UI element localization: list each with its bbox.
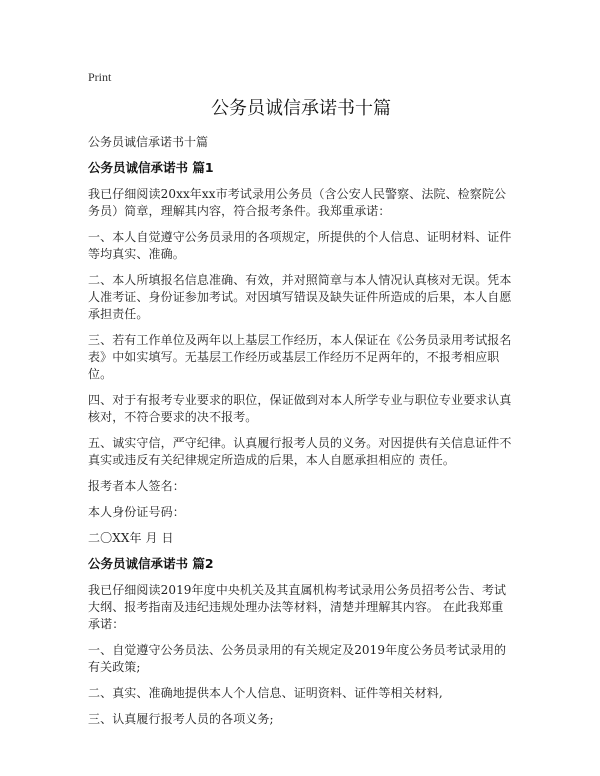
document-title: 公务员诚信承诺书十篇 <box>211 98 391 119</box>
section-heading: 公务员诚信承诺书 篇2 <box>88 556 214 571</box>
print-label: Print <box>88 70 112 84</box>
paragraph-clause-2: 二、本人所填报名信息准确、有效，并对照简章与本人情况认真核对无误。凭本人准考证、身份证参加考试。对因填写错误及缺失证件所造成的后果，本人自愿承担责任。 <box>88 273 512 321</box>
section-2 <box>88 556 514 728</box>
paragraph-intro: 我已仔细阅读2019年度中央机关及其直属机构考试录用公务员招考公告、考试大纲、报考指南及违纪违规处理办法等材料，清楚并理解其内容。 在此我郑重承诺： <box>88 583 507 631</box>
paragraph-intro: 我已仔细阅读20xx年xx市考试录用公务员（含公安人民警察、法院、检察院公务员）简章，理解其内容，符合报考条件。我郑重承诺： <box>88 187 507 218</box>
date-line: 二〇XX年 月 日 <box>88 531 174 545</box>
id-number-line: 本人身份证号码： <box>88 505 185 519</box>
paragraph-clause-3: 三、认真履行报考人员的各项义务; <box>88 712 274 726</box>
paragraph-clause-2: 二、真实、准确地提供本人个人信息、证明资料、证件等相关材料, <box>88 686 443 700</box>
paragraph-clause-1: 一、本人自觉遵守公务员录用的各项规定，所提供的个人信息、证明材料、证件等均真实、准确。 <box>88 230 512 261</box>
paragraph-clause-1: 一、自觉遵守公务员法、公务员录用的有关规定及2019年度公务员考试录用的有关政策; <box>88 643 507 674</box>
section-1 <box>88 160 514 547</box>
section-heading: 公务员诚信承诺书 篇1 <box>88 160 214 175</box>
signature-line: 报考者本人签名： <box>88 479 185 493</box>
paragraph-clause-4: 四、对于有报考专业要求的职位，保证做到对本人所学专业与职位专业要求认真核对，不符合要求的决不报考。 <box>88 393 512 424</box>
paragraph-clause-3: 三、若有工作单位及两年以上基层工作经历，本人保证在《公务员录用考试报名表》中如实填写。无基层工作经历或基层工作经历不足两年的，不报考相应职位。 <box>88 333 512 381</box>
document-subtitle: 公务员诚信承诺书十篇 <box>88 135 209 149</box>
paragraph-clause-5: 五、诚实守信，严守纪律。认真履行报考人员的义务。对因提供有关信息证件不真实或违反有关纪律规定所造成的后果，本人自愿承担相应的 责任。 <box>88 436 512 467</box>
